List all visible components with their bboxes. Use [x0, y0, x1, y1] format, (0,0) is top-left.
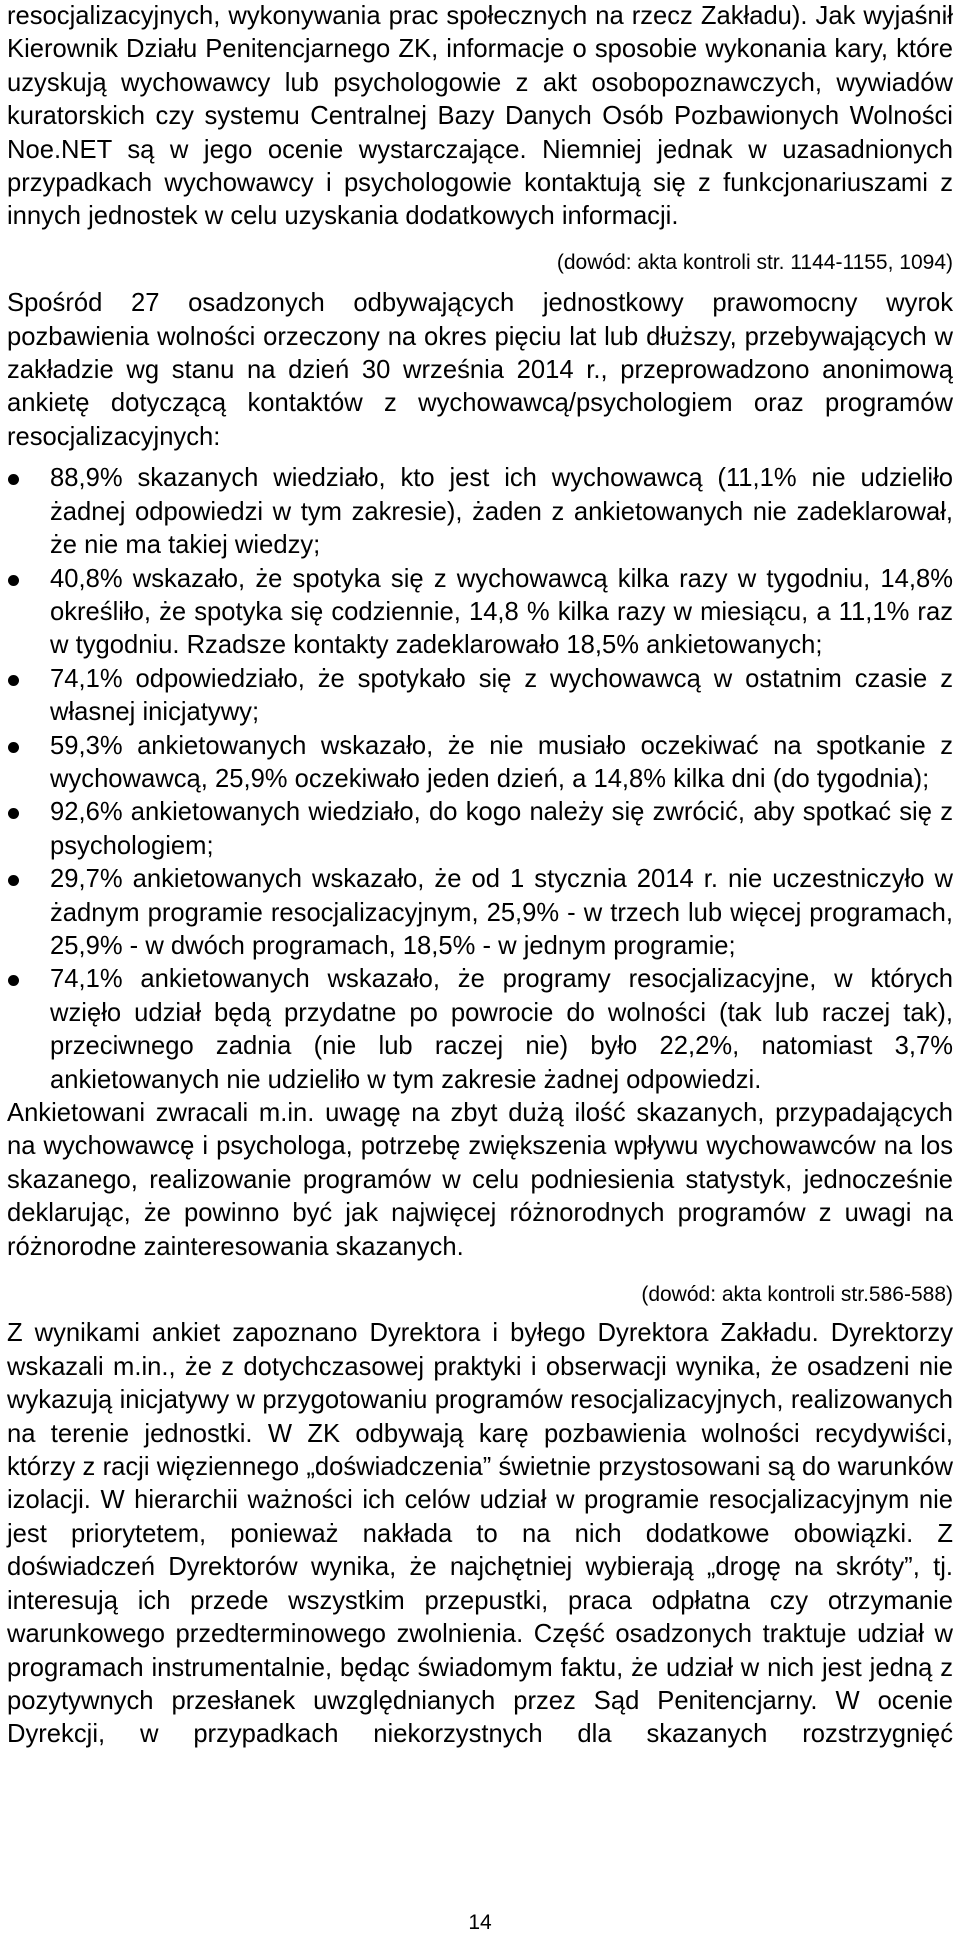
list-item-text: 74,1% odpowiedziało, że spotykało się z wychowawcą w ostatnim czasie z własnej inicjatywy;: [50, 664, 953, 727]
list-item-text: 74,1% ankietowanych wskazało, że programy resocjalizacyjne, w których wzięło udział będą przydatne po powrocie do wolności (tak lub raczej tak), przeciwnego zadnia (nie lub raczej nie) było 22,2%, natomiast 3,7% ankietowanych nie udzieliło w tym zakresie żadnej odpowiedzi.: [50, 965, 953, 1094]
page-number: 14: [468, 1911, 492, 1934]
list-item: [7, 796, 953, 863]
list-item-text: 59,3% ankietowanych wskazało, że nie musiało oczekiwać na spotkanie z wychowawcą, 25,9% oczekiwało jeden dzień, a 14,8% kilka dni (do tygodnia);: [50, 731, 953, 793]
paragraph-top: resocjalizacyjnych, wykonywania prac społecznych na rzecz Zakładu). Jak wyjaśnił Kierownik Działu Penitencjarnego ZK, informacje o sposobie wykonania kary, które uzyskują wychowawcy lub psychologowie z akt osobopoznawczych, wywiadów kuratorskich czy systemu Centralnej Bazy Danych Osób Pozbawionych Wolności Noe.NET są w jego ocenie wystarczające. Niemniej jednak w uzasadnionych przypadkach wychowawcy i psychologowie kontaktują się z funkcjonariuszami z innych jednostek w celu uzyskania dodatkowych informacji.: [7, 2, 953, 231]
list-item: [7, 963, 953, 1097]
list-item-text: 88,9% skazanych wiedziało, kto jest ich wychowawcą (11,1% nie udzieliło żadnej odpowiedzi w tym zakresie), żaden z ankietowanych nie zadeklarował, że nie ma takiej wiedzy;: [50, 464, 953, 560]
evidence-reference: (dowód: akta kontroli str. 1144-1155, 1094): [556, 250, 953, 274]
list-item-text: 29,7% ankietowanych wskazało, że od 1 stycznia 2014 r. nie uczestniczyło w żadnym programie resocjalizacyjnym, 25,9% - w trzech lub więcej programach, 25,9% - w dwóch programach, 18,5% - w jednym programie;: [50, 865, 953, 960]
paragraph-survey: Spośród 27 osadzonych odbywających jednostkowy prawomocny wyrok pozbawienia wolności orzeczony na okres pięciu lat lub dłuższy, przebywających w zakładzie wg stanu na dzień 30 września 2014 r., przeprowadzono anonimową ankietę dotyczącą kontaktów z wychowawcą/psychologiem oraz programów resocjalizacyjnych:: [7, 289, 953, 451]
evidence-reference: (dowód: akta kontroli str.586-588): [641, 1283, 953, 1307]
list-item: [7, 863, 953, 963]
document-page: [7, 0, 953, 1752]
list-item: [7, 563, 953, 663]
list-item-text: 92,6% ankietowanych wiedziało, do kogo należy się zwrócić, aby spotkać się z psychologiem;: [50, 798, 953, 860]
paragraph-remarks: Ankietowani zwracali m.in. uwagę na zbyt dużą ilość skazanych, przypadających na wychowawcę i psychologa, potrzebę zwiększenia wpływu wychowawców na los skazanego, realizowanie programów w celu podniesienia statystyk, jednocześnie deklarując, że powinno być jak najwięcej różnorodnych programów z uwagi na różnorodne zainteresowania skazanych.: [7, 1099, 953, 1261]
list-item: [7, 663, 953, 730]
paragraph-directors: Z wynikami ankiet zapoznano Dyrektora i byłego Dyrektora Zakładu. Dyrektorzy wskazali m.in., że z dotychczasowej praktyki i obserwacji wynika, że osadzeni nie wykazują inicjatywy w przygotowaniu programów resocjalizacyjnych, realizowanych na terenie jednostki. W ZK odbywają karę pozbawienia wolności recydywiści, którzy z racji więziennego „doświadczenia” świetnie przystosowani są do warunków izolacji. W hierarchii ważności ich celów udział w programie resocjalizacyjnym nie jest priorytetem, ponieważ nakłada to na nich dodatkowe obowiązki. Z doświadczeń Dyrektorów wynika, że najchętniej wybierają „drogę na skróty”, tj. interesują ich przede wszystkim przepustki, praca odpłatna czy otrzymanie warunkowego przedterminowego zwolnienia. Część osadzonych traktuje udział w programach instrumentalnie, będąc świadomym faktu, że udział w nich jest jedną z pozytywnych przesłanek uwzględnianych przez Sąd Penitencjarny. W ocenie Dyrekcji, w przypadkach niekorzystnych dla skazanych rozstrzygnięć: [7, 1319, 953, 1749]
survey-results-list: [7, 462, 953, 1097]
list-item-text: 40,8% wskazało, że spotyka się z wychowawcą kilka razy w tygodniu, 14,8% określiło, że spotyka się codziennie, 14,8 % kilka razy w miesiącu, a 11,1% raz w tygodniu. Rzadsze kontakty zadeklarowało 18,5% ankietowanych;: [50, 564, 953, 660]
list-item: [7, 730, 953, 797]
list-item: [7, 462, 953, 562]
